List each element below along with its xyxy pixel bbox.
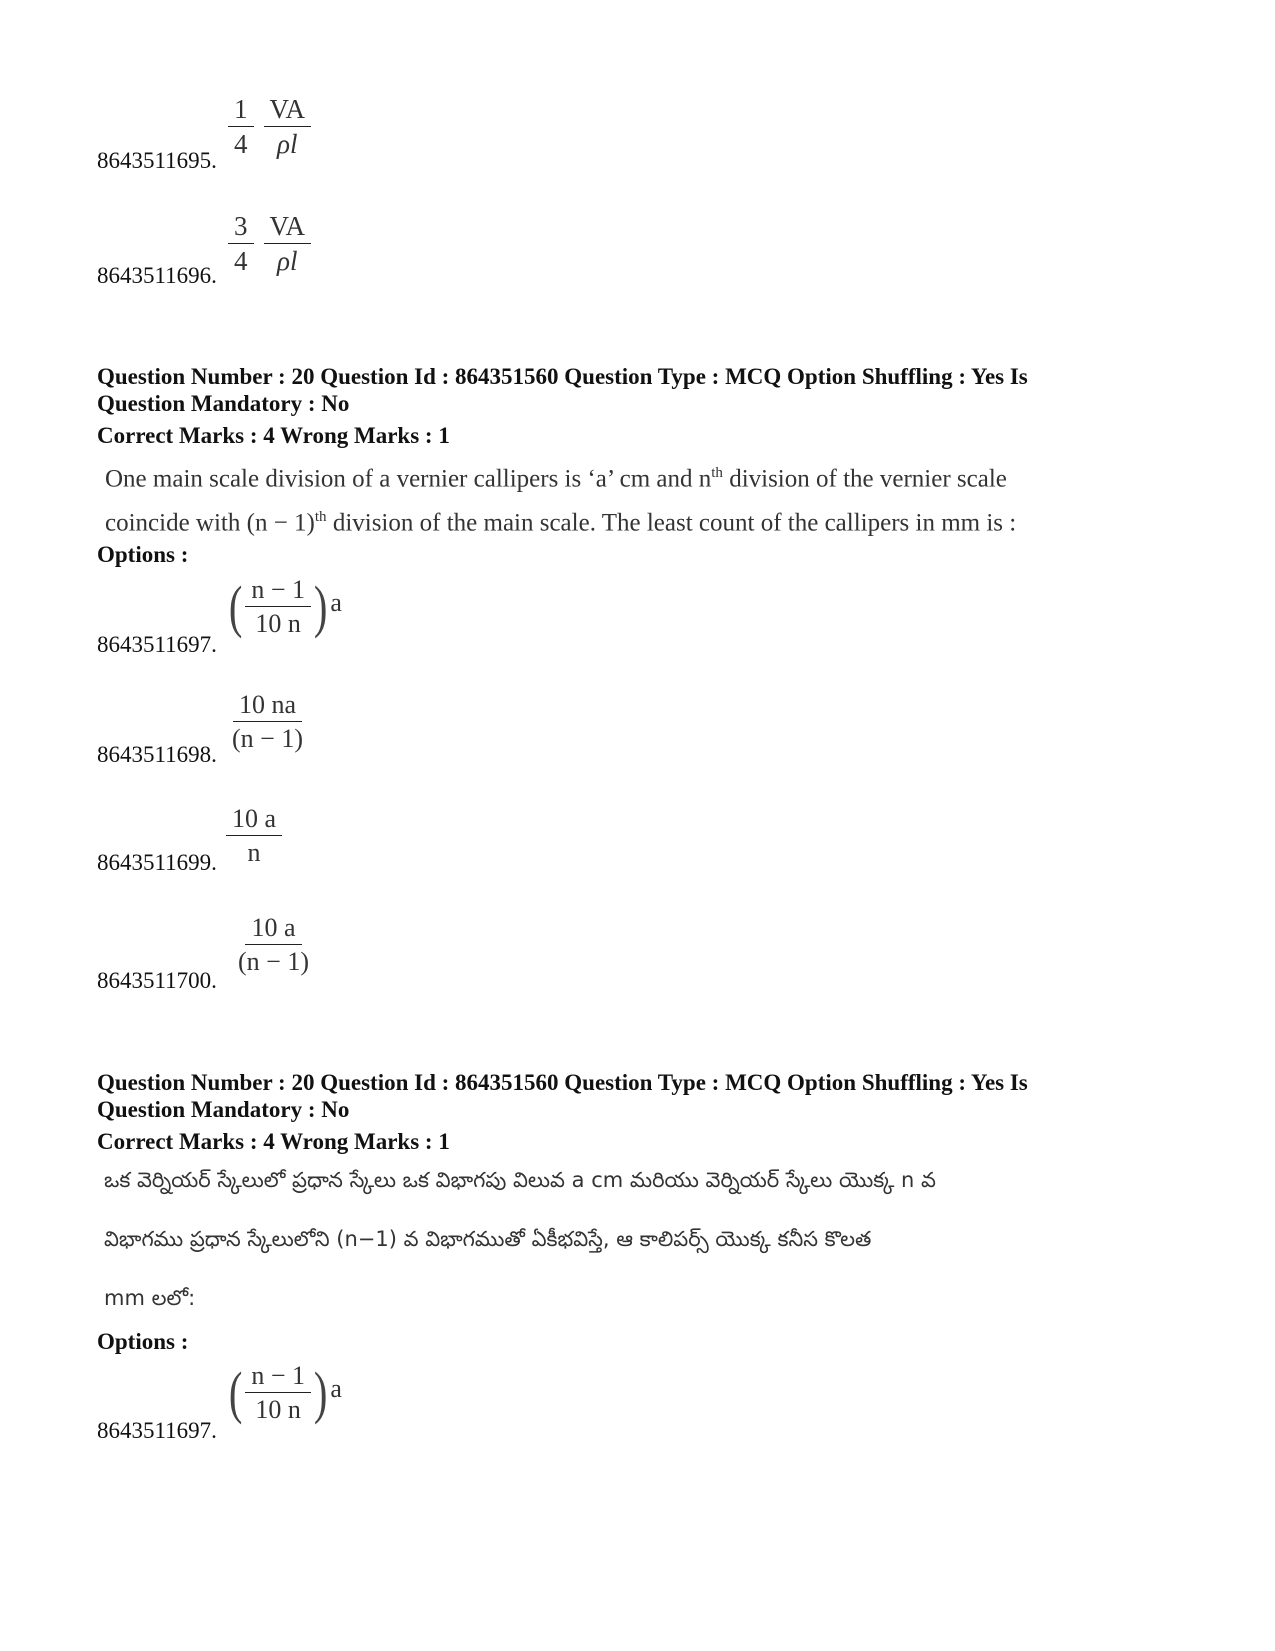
option-id: 8643511695.	[97, 148, 217, 173]
option-id: 8643511699.	[97, 850, 217, 875]
question-text: One main scale division of a vernier callipers is ‘a’ cm and $n^{th}$ division of the vernier scale coincide with $(n - 1)^{th}$ division of the main scale. The least count of the callipers in mm is :	[105, 465, 1017, 537]
question-header: Question Number : 20 Question Id : 864351560 Question Type : MCQ Option Shuffling : Yes Is Question Mandatory : No	[97, 1070, 1028, 1122]
option-id: 8643511698.	[97, 742, 217, 767]
question-text-telugu-line-2: విభాగము ప్రధాన స్కేలులోని (n−1) వ విభాగముతో ఏకీభవిస్తే, ఆ కాలిపర్స్ యొక్క కనీస కొలత	[104, 1227, 872, 1251]
options-label: Options :	[97, 1329, 189, 1354]
option-id: 8643511700.	[97, 968, 217, 993]
option-id: 8643511696.	[97, 263, 217, 288]
option-8643511697-formula: ( $\frac{n - 1}{10 n}$ ) a	[228, 573, 342, 639]
options-label: Options :	[97, 542, 189, 567]
option-8643511700-formula: $\frac{10 a}{(n - 1)}$	[238, 913, 309, 977]
question-text-telugu-line-1: ఒక వెర్నియర్ స్కేలులో ప్రధాన స్కేలు ఒక విభాగపు విలువ a cm మరియు వెర్నియర్ స్కేలు యొక్క n వ	[104, 1168, 936, 1192]
option-8643511699-formula: $\frac{10 a}{n}$	[226, 804, 282, 867]
question-header: Question Number : 20 Question Id : 864351560 Question Type : MCQ Option Shuffling : Yes Is Question Mandatory : No	[97, 364, 1028, 416]
question-text-telugu-line-3: mm లలో:	[104, 1286, 196, 1310]
question-marks: Correct Marks : 4 Wrong Marks : 1	[97, 1129, 450, 1154]
option-id: 8643511697.	[97, 1418, 217, 1443]
question-marks: Correct Marks : 4 Wrong Marks : 1	[97, 423, 450, 448]
option-8643511695-formula: $\frac{1}{4}$ $\frac{VA}{\rho l}$	[228, 95, 311, 159]
option-8643511697-formula: ( $\frac{n - 1}{10 n}$ ) a	[228, 1359, 342, 1425]
option-id: 8643511697.	[97, 632, 217, 657]
option-8643511698-formula: $\frac{10 na}{(n - 1)}$	[232, 690, 303, 754]
option-8643511696-formula: $\frac{3}{4}$ $\frac{VA}{\rho l}$	[228, 212, 311, 276]
